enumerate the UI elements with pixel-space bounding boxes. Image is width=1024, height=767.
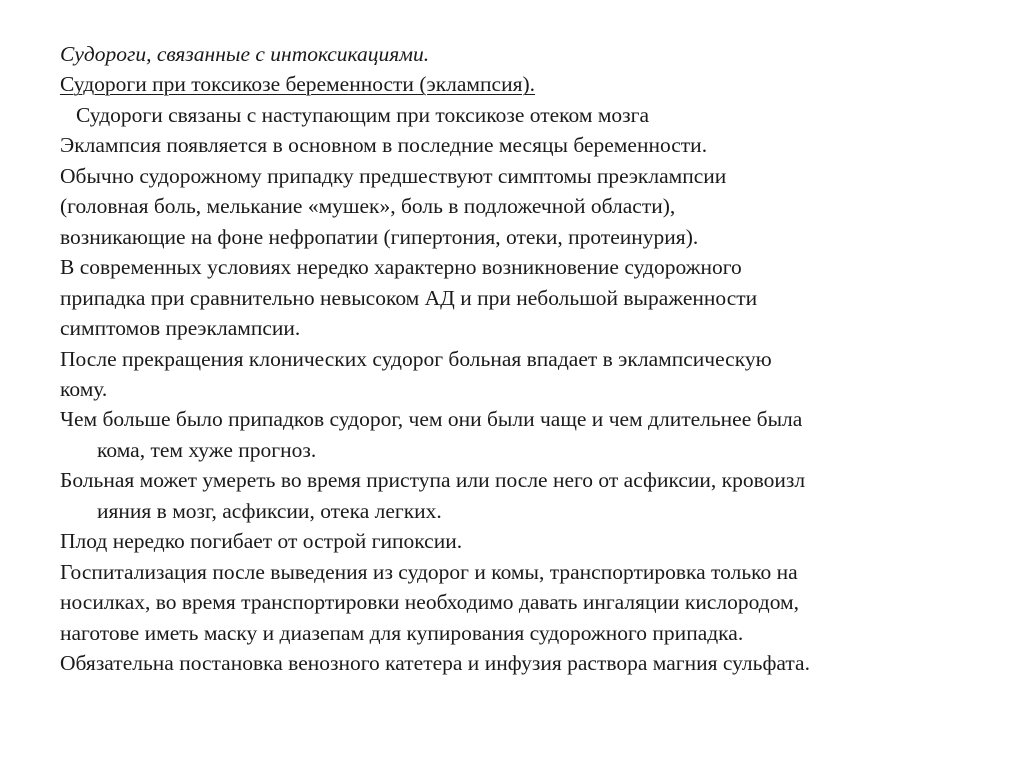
text-line: наготове иметь маску и диазепам для купирования судорожного припадка.	[60, 620, 744, 645]
text-line: носилках, во время транспортировки необходимо давать ингаляции кислородом,	[60, 590, 800, 615]
text-line: Чем больше было припадков судорог, чем они были чаще и чем длительнее была	[60, 407, 803, 432]
slide-content	[60, 39, 1010, 679]
text-line: припадка при сравнительно невысоком АД и при небольшой выраженности	[60, 285, 758, 310]
slide-subtitle: Судороги при токсикозе беременности (эклампсия).	[60, 72, 536, 97]
text-line: (головная боль, мелькание «мушек», боль в подложечной области),	[60, 194, 676, 219]
text-line: Обязательна постановка венозного катетера и инфузия раствора магния сульфата.	[60, 651, 810, 676]
text-line: возникающие на фоне нефропатии (гипертония, отеки, протеинурия).	[60, 224, 699, 249]
text-line: ияния в мозг, асфиксии, отека легких.	[97, 498, 442, 523]
slide-title: Судороги, связанные с интоксикациями.	[60, 42, 430, 66]
text-line: Обычно судорожному припадку предшествуют симптомы преэклампсии	[60, 163, 727, 188]
text-line: В современных условиях нередко характерно возникновение судорожного	[60, 255, 742, 280]
text-line: кома, тем хуже прогноз.	[97, 437, 317, 462]
text-line: Судороги связаны с наступающим при токсикозе отеком мозга	[76, 102, 650, 127]
text-line: симптомов преэклампсии.	[60, 316, 301, 341]
text-line: Плод нередко погибает от острой гипоксии.	[60, 529, 463, 554]
text-line: После прекращения клонических судорог больная впадает в эклампсическую	[60, 346, 772, 371]
text-line: Больная может умереть во время приступа или после него от асфиксии, кровоизл	[60, 468, 806, 493]
text-line: Эклампсия появляется в основном в последние месяцы беременности.	[60, 133, 708, 158]
text-line: Госпитализация после выведения из судорог и комы, транспортировка только на	[60, 559, 798, 584]
text-line: кому.	[60, 376, 108, 401]
